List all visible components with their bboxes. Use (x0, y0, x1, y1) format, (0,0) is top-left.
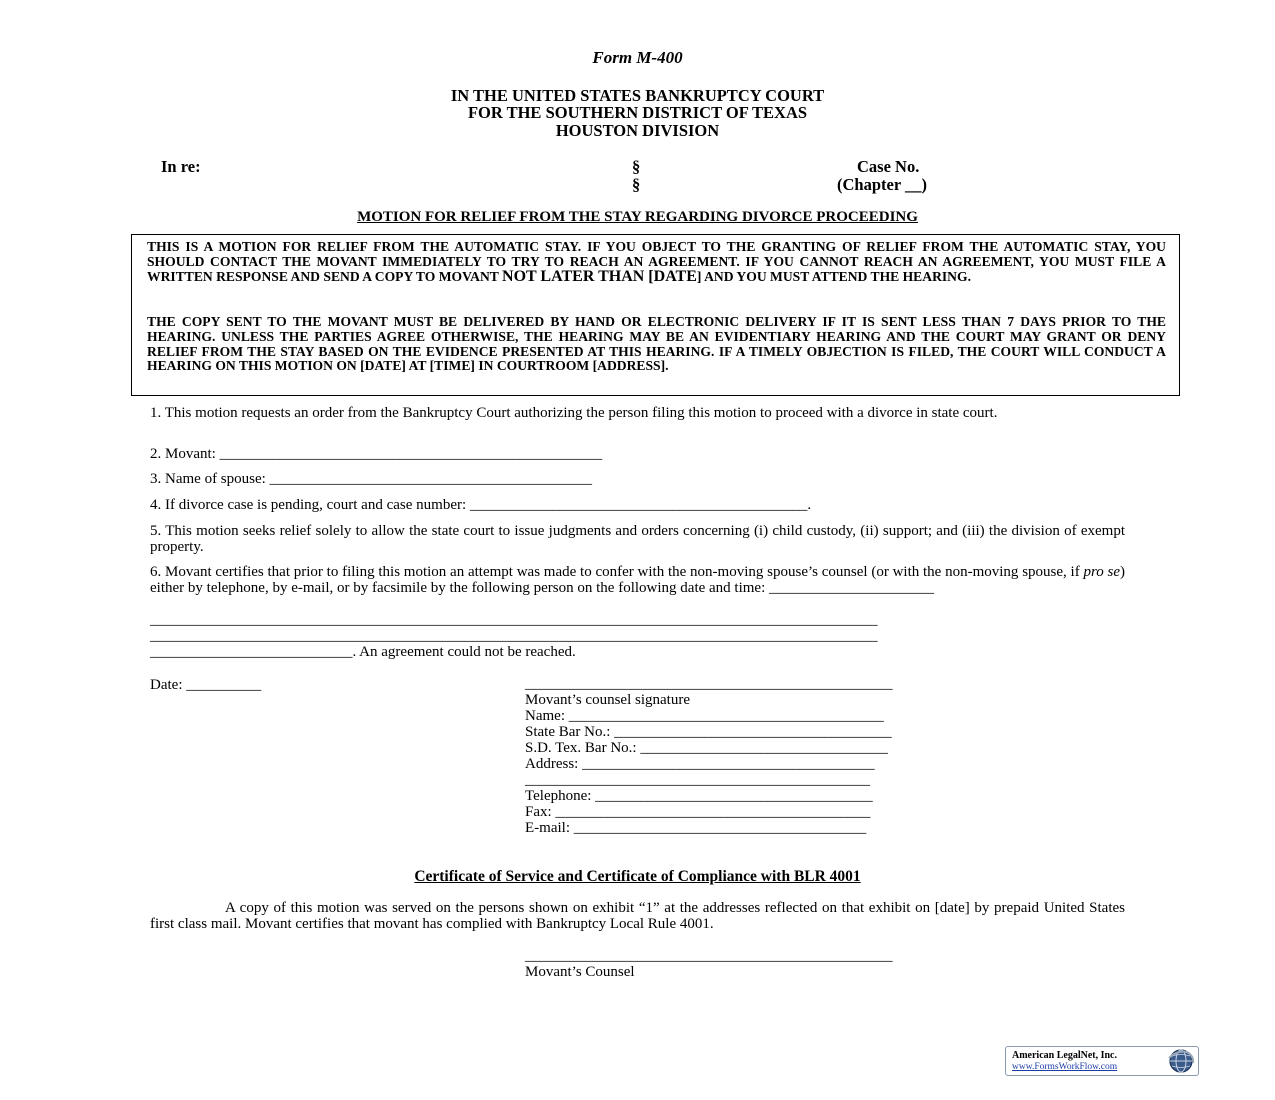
movant-field[interactable]: 2. Movant: ___________________________________________________ (150, 446, 603, 462)
chapter-label: (Chapter __) (837, 175, 927, 194)
conferral-details-line[interactable]: _________________________________________________________________________________________________ (150, 612, 878, 628)
court-case-number-field[interactable]: 4. If divorce case is pending, court and case number: _____________________________________________. (150, 497, 812, 513)
movants-counsel-label: Movant’s Counsel (525, 964, 635, 980)
paragraph-5: 5. This motion seeks relief solely to allow the state court to issue judgments and orders concerning (i) child custody, (ii) support; and (iii) the division of exempt property. (150, 523, 1125, 555)
pro-se-italic: pro se (1083, 564, 1121, 580)
counsel-signature-label: Movant’s counsel signature (525, 692, 690, 708)
agreement-not-reached-line: ___________________________. An agreement could not be reached. (150, 644, 576, 660)
certificate-title: Certificate of Service and Certificate of Compliance with BLR 4001 (414, 868, 861, 885)
notice-box (131, 234, 1180, 396)
notice-paragraph-2: THE COPY SENT TO THE MOVANT MUST BE DELIVERED BY HAND OR ELECTRONIC DELIVERY IF IT IS SENT LESS THAN 7 DAYS PRIOR TO THE HEARING. UNLESS THE PARTIES AGREE OTHERWISE, THE HEARING MAY BE AN EVIDENTIARY HEARING AND THE COURT MAY GRANT OR DENY RELIEF FROM THE STAY BASED ON THE EVIDENCE PRESENTED AT THIS HEARING. IF A TIMELY OBJECTION IS FILED, THE COURT WILL CONDUCT A HEARING ON THIS MOTION ON [DATE] AT [TIME] IN COURTROOM [ADDRESS]. (147, 314, 1166, 374)
paragraph-6-text: 6. Movant certifies that prior to filing this motion an attempt was made to confer with the non-moving spouse’s counsel (or with the non-moving spouse, if (150, 564, 1080, 580)
conferral-details-line[interactable]: _________________________________________________________________________________________________ (150, 628, 878, 644)
motion-title: MOTION FOR RELIEF FROM THE STAY REGARDING DIVORCE PROCEEDING (357, 209, 918, 225)
section-mark: § (632, 175, 641, 194)
court-name-line-1: IN THE UNITED STATES BANKRUPTCY COURT (450, 86, 825, 105)
paragraph-6-text-end: ) either by telephone, by e-mail, or by facsimile by the following person on the following date and time: ______________________ (150, 564, 1126, 596)
court-name-line-2: FOR THE SOUTHERN DISTRICT OF TEXAS (467, 103, 808, 122)
fax-field[interactable]: Fax: __________________________________________ (525, 804, 871, 820)
email-field[interactable]: E-mail: _______________________________________ (525, 820, 867, 836)
address-line-2[interactable]: ______________________________________________ (525, 772, 870, 788)
court-division: HOUSTON DIVISION (555, 121, 720, 140)
footer-logo[interactable] (1005, 1046, 1199, 1076)
address-field[interactable]: Address: _______________________________________ (525, 756, 875, 772)
in-re-label: In re: (161, 157, 201, 176)
case-number-label: Case No. (857, 157, 920, 176)
form-label: Form M-400 (592, 48, 683, 67)
paragraph-1: 1. This motion requests an order from the Bankruptcy Court authorizing the person filing this motion to proceed with a divorce in state court. (150, 405, 998, 421)
certificate-body: A copy of this motion was served on the persons shown on exhibit “1” at the addresses reflected on that exhibit on [date] by prepaid United States first class mail. Movant certifies that movant has complied with Bankruptcy Local Rule 4001. (150, 900, 1125, 932)
spouse-name-field[interactable]: 3. Name of spouse: ___________________________________________ (150, 471, 593, 487)
date-field[interactable]: Date: __________ (150, 677, 262, 693)
signature-line[interactable]: _________________________________________________ (525, 676, 893, 692)
name-field[interactable]: Name: __________________________________________ (525, 708, 884, 724)
notice-paragraph-1 (147, 240, 1166, 284)
paragraph-6 (150, 564, 1125, 596)
sd-tex-bar-field[interactable]: S.D. Tex. Bar No.: _________________________________ (525, 740, 888, 756)
globe-icon (1167, 1048, 1195, 1074)
company-url-link[interactable]: www.FormsWorkFlow.com (1012, 1062, 1118, 1072)
certificate-signature-line[interactable]: _________________________________________________ (525, 948, 893, 964)
section-mark: § (632, 157, 641, 176)
company-name: American LegalNet, Inc. (1012, 1050, 1117, 1061)
notice-deadline: NOT LATER THAN [DATE (502, 267, 697, 285)
state-bar-field[interactable]: State Bar No.: _____________________________________ (525, 724, 892, 740)
telephone-field[interactable]: Telephone: _____________________________________ (525, 788, 873, 804)
notice-text: THIS IS A MOTION FOR RELIEF FROM THE AUTOMATIC STAY. IF YOU OBJECT TO THE GRANTING OF RELIEF FROM THE AUTOMATIC STAY, YOU SHOULD CONTACT THE MOVANT IMMEDIATELY TO TRY TO REACH AN AGREEMENT. IF YOU CANNOT REACH AN AGREEMENT, YOU MUST FILE A WRITTEN RESPONSE AND SEND A COPY TO MOVANT (147, 239, 1166, 284)
notice-text-end: ] AND YOU MUST ATTEND THE HEARING. (696, 268, 971, 284)
